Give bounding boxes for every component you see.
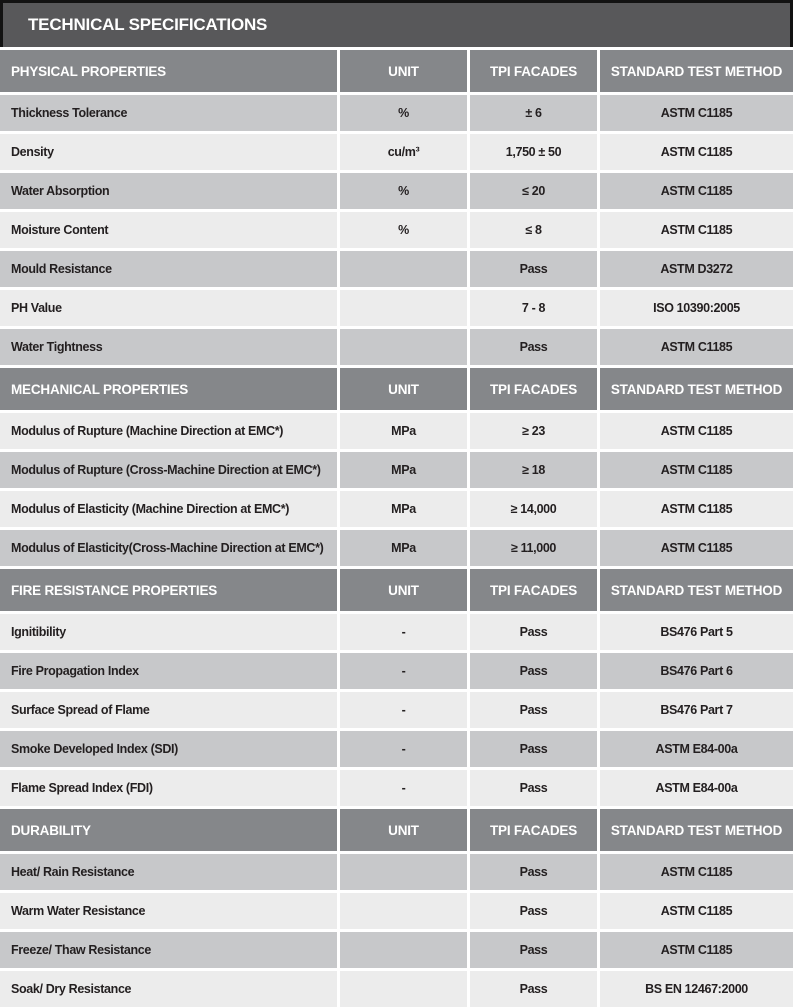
table-row <box>0 452 793 488</box>
method-cell: ASTM C1185 <box>600 95 793 131</box>
table-row <box>0 692 793 728</box>
value-cell: ≤ 8 <box>470 212 597 248</box>
property-cell: Freeze/ Thaw Resistance <box>0 932 337 968</box>
value-cell: Pass <box>470 329 597 365</box>
method-cell: ASTM C1185 <box>600 413 793 449</box>
unit-cell <box>340 854 467 890</box>
section-title: DURABILITY <box>0 809 337 851</box>
unit-cell: - <box>340 731 467 767</box>
property-cell: Modulus of Rupture (Machine Direction at EMC*) <box>0 413 337 449</box>
unit-cell <box>340 290 467 326</box>
property-cell: Thickness Tolerance <box>0 95 337 131</box>
section <box>0 569 793 806</box>
unit-cell: - <box>340 614 467 650</box>
property-cell: Mould Resistance <box>0 251 337 287</box>
method-cell: ASTM C1185 <box>600 530 793 566</box>
method-cell: ASTM C1185 <box>600 932 793 968</box>
method-cell: ASTM C1185 <box>600 452 793 488</box>
value-cell: Pass <box>470 653 597 689</box>
value-cell: 7 - 8 <box>470 290 597 326</box>
value-cell: Pass <box>470 614 597 650</box>
value-cell: Pass <box>470 731 597 767</box>
section-header-row <box>0 50 793 92</box>
section <box>0 368 793 566</box>
property-cell: Smoke Developed Index (SDI) <box>0 731 337 767</box>
property-cell: Modulus of Elasticity(Cross-Machine Direction at EMC*) <box>0 530 337 566</box>
value-cell: ≥ 23 <box>470 413 597 449</box>
unit-cell: - <box>340 692 467 728</box>
unit-cell: - <box>340 770 467 806</box>
table-row <box>0 770 793 806</box>
value-cell: ≤ 20 <box>470 173 597 209</box>
value-cell: ≥ 11,000 <box>470 530 597 566</box>
method-cell: ASTM C1185 <box>600 212 793 248</box>
method-cell: ASTM C1185 <box>600 491 793 527</box>
method-cell: ASTM C1185 <box>600 134 793 170</box>
value-cell: Pass <box>470 971 597 1007</box>
table-row <box>0 173 793 209</box>
column-header-tpi-facades: TPI FACADES <box>470 569 597 611</box>
method-cell: ASTM C1185 <box>600 329 793 365</box>
table-row <box>0 893 793 929</box>
unit-cell <box>340 329 467 365</box>
column-header-standard-test-method: STANDARD TEST METHOD <box>600 368 793 410</box>
property-cell: Surface Spread of Flame <box>0 692 337 728</box>
column-header-tpi-facades: TPI FACADES <box>470 809 597 851</box>
unit-cell: % <box>340 212 467 248</box>
method-cell: ASTM E84-00a <box>600 731 793 767</box>
table-row <box>0 530 793 566</box>
table-row <box>0 329 793 365</box>
unit-cell <box>340 932 467 968</box>
table-row <box>0 251 793 287</box>
property-cell: Flame Spread Index (FDI) <box>0 770 337 806</box>
column-header-unit: UNIT <box>340 50 467 92</box>
section <box>0 809 793 1007</box>
method-cell: BS476 Part 5 <box>600 614 793 650</box>
method-cell: BS476 Part 6 <box>600 653 793 689</box>
property-cell: Fire Propagation Index <box>0 653 337 689</box>
section-title: MECHANICAL PROPERTIES <box>0 368 337 410</box>
value-cell: Pass <box>470 770 597 806</box>
unit-cell <box>340 251 467 287</box>
property-cell: Heat/ Rain Resistance <box>0 854 337 890</box>
unit-cell: MPa <box>340 452 467 488</box>
column-header-standard-test-method: STANDARD TEST METHOD <box>600 569 793 611</box>
section-title: FIRE RESISTANCE PROPERTIES <box>0 569 337 611</box>
table-row <box>0 971 793 1007</box>
method-cell: ISO 10390:2005 <box>600 290 793 326</box>
property-cell: PH Value <box>0 290 337 326</box>
table-row <box>0 491 793 527</box>
section <box>0 50 793 365</box>
unit-cell: % <box>340 173 467 209</box>
method-cell: ASTM C1185 <box>600 854 793 890</box>
property-cell: Density <box>0 134 337 170</box>
method-cell: BS EN 12467:2000 <box>600 971 793 1007</box>
table-row <box>0 413 793 449</box>
table-row <box>0 653 793 689</box>
property-cell: Water Absorption <box>0 173 337 209</box>
method-cell: BS476 Part 7 <box>600 692 793 728</box>
property-cell: Ignitibility <box>0 614 337 650</box>
page-title: TECHNICAL SPECIFICATIONS <box>28 15 268 34</box>
table-row <box>0 854 793 890</box>
method-cell: ASTM E84-00a <box>600 770 793 806</box>
column-header-unit: UNIT <box>340 569 467 611</box>
unit-cell: % <box>340 95 467 131</box>
value-cell: 1,750 ± 50 <box>470 134 597 170</box>
method-cell: ASTM C1185 <box>600 173 793 209</box>
section-title: PHYSICAL PROPERTIES <box>0 50 337 92</box>
unit-cell: - <box>340 653 467 689</box>
unit-cell <box>340 893 467 929</box>
table-row <box>0 290 793 326</box>
table-row <box>0 614 793 650</box>
title-bar <box>0 0 793 47</box>
table-row <box>0 932 793 968</box>
property-cell: Modulus of Rupture (Cross-Machine Direction at EMC*) <box>0 452 337 488</box>
value-cell: ≥ 18 <box>470 452 597 488</box>
unit-cell <box>340 971 467 1007</box>
method-cell: ASTM C1185 <box>600 893 793 929</box>
column-header-tpi-facades: TPI FACADES <box>470 50 597 92</box>
property-cell: Warm Water Resistance <box>0 893 337 929</box>
column-header-unit: UNIT <box>340 809 467 851</box>
table-row <box>0 134 793 170</box>
section-header-row <box>0 569 793 611</box>
table-row <box>0 212 793 248</box>
value-cell: ≥ 14,000 <box>470 491 597 527</box>
property-cell: Water Tightness <box>0 329 337 365</box>
value-cell: Pass <box>470 251 597 287</box>
column-header-standard-test-method: STANDARD TEST METHOD <box>600 50 793 92</box>
property-cell: Moisture Content <box>0 212 337 248</box>
value-cell: Pass <box>470 854 597 890</box>
value-cell: Pass <box>470 893 597 929</box>
value-cell: Pass <box>470 932 597 968</box>
table-body <box>0 50 793 1007</box>
column-header-tpi-facades: TPI FACADES <box>470 368 597 410</box>
property-cell: Modulus of Elasticity (Machine Direction at EMC*) <box>0 491 337 527</box>
value-cell: ± 6 <box>470 95 597 131</box>
unit-cell: MPa <box>340 530 467 566</box>
table-row <box>0 731 793 767</box>
section-header-row <box>0 368 793 410</box>
column-header-standard-test-method: STANDARD TEST METHOD <box>600 809 793 851</box>
value-cell: Pass <box>470 692 597 728</box>
unit-cell: MPa <box>340 413 467 449</box>
unit-cell: MPa <box>340 491 467 527</box>
unit-cell: cu/m³ <box>340 134 467 170</box>
method-cell: ASTM D3272 <box>600 251 793 287</box>
section-header-row <box>0 809 793 851</box>
table-row <box>0 95 793 131</box>
column-header-unit: UNIT <box>340 368 467 410</box>
property-cell: Soak/ Dry Resistance <box>0 971 337 1007</box>
